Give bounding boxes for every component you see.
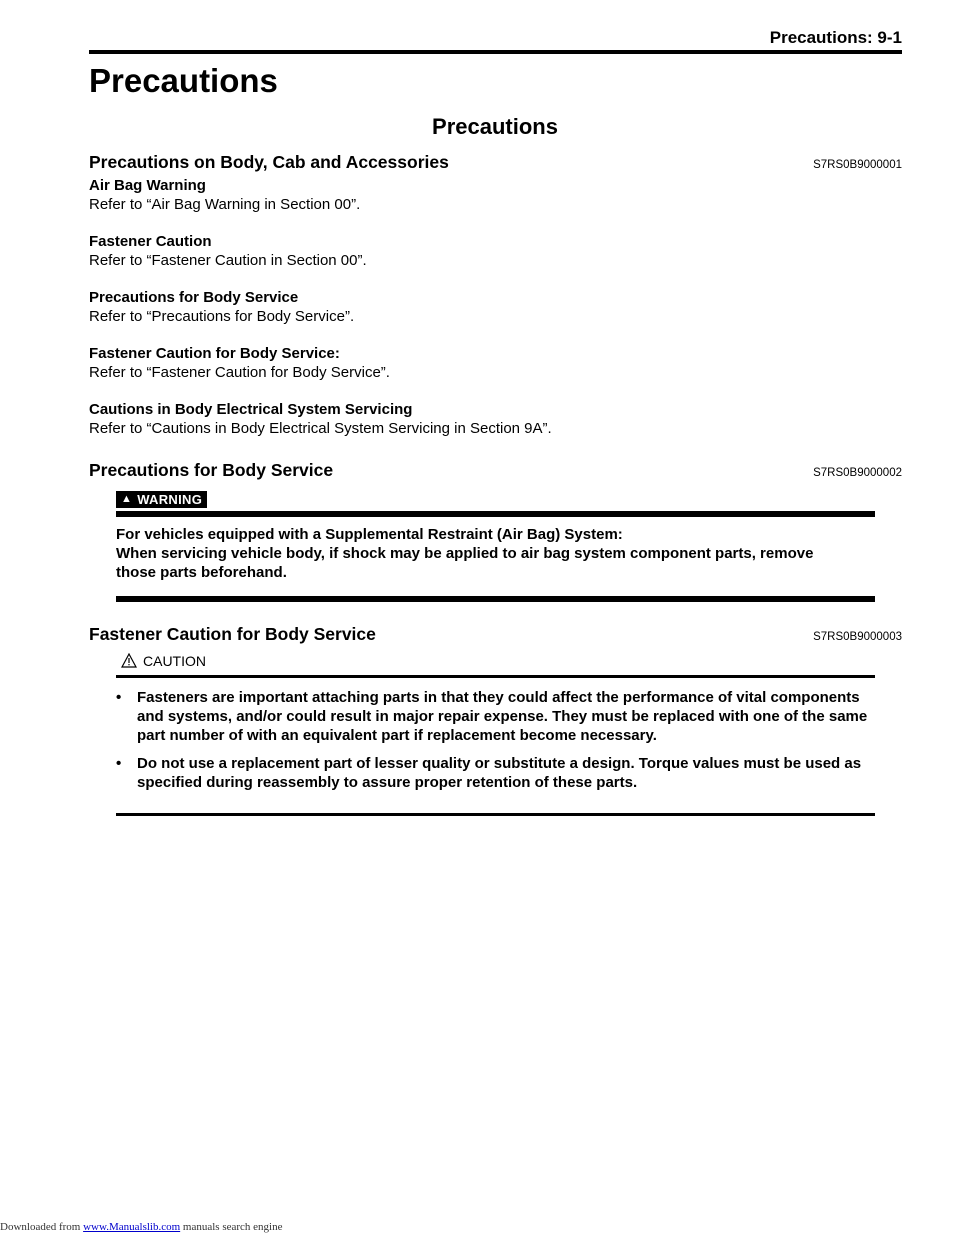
warning-text [116,517,875,596]
caution-icon [121,653,137,668]
bullet-icon: • [116,688,122,706]
subsection-title: Precautions on Body, Cab and Accessories [89,152,449,172]
reference-item [89,400,902,438]
warning-bottom-rule [116,596,875,602]
footer-prefix: Downloaded from [0,1221,84,1233]
page-content [89,152,902,816]
reference-item [89,344,902,382]
reference-label: Fastener Caution for Body Service: [89,345,340,362]
caution-label: CAUTION [143,652,206,669]
warning-badge [116,491,207,508]
header-rule [89,50,902,54]
reference-text: Refer to “Air Bag Warning in Section 00”. [89,196,361,213]
list-item [116,688,875,745]
page-title: Precautions [89,62,278,99]
warning-icon: ▲ [121,493,133,505]
subsection-code: S7RS0B9000003 [813,630,902,643]
warning-label: WARNING [137,491,203,507]
download-footer [0,1221,282,1233]
reference-text: Refer to “Cautions in Body Electrical System Servicing in Section 9A”. [89,420,552,437]
warning-line: those parts beforehand. [116,563,287,581]
reference-item [89,288,902,326]
reference-text: Refer to “Fastener Caution for Body Service”. [89,364,390,381]
reference-text: Refer to “Fastener Caution in Section 00”. [89,252,367,269]
subsection-title: Fastener Caution for Body Service [89,623,376,644]
caution-box [116,653,875,816]
reference-text: Refer to “Precautions for Body Service”. [89,308,355,325]
reference-item [89,232,902,270]
reference-item [89,176,902,214]
warning-box [116,489,875,602]
running-header: Precautions: 9-1 [769,28,902,47]
warning-line: For vehicles equipped with a Supplemental Restraint (Air Bag) System: [116,525,623,543]
caution-bottom-rule [116,813,875,816]
section-fastener-caution [89,624,902,816]
subsection-heading [89,152,902,173]
subsection-title: Precautions for Body Service [89,460,334,480]
list-item-text: Fasteners are important attaching parts in that they could affect the performance of vital components and systems, and/or could result in major repair expense. They must be replaced with one of the same part number of with an equivalent part if replacement become necessary. [137,688,868,744]
section-body-cab-accessories [89,152,902,438]
section-body-service [89,460,902,602]
subsection-code: S7RS0B9000002 [813,467,902,479]
caution-list [116,678,875,813]
subsection-heading [89,460,902,481]
list-item-text: Do not use a replacement part of lesser quality or substitute a design. Torque values must be used as specified during reassembly to assure proper retention of these parts. [137,754,862,791]
reference-label: Air Bag Warning [89,177,206,194]
section-title: Precautions [432,114,558,139]
list-item [116,754,875,792]
footer-suffix: manuals search engine [180,1221,283,1233]
reference-label: Precautions for Body Service [89,289,299,306]
bullet-icon: • [116,754,122,772]
subsection-heading [89,624,902,645]
reference-label: Cautions in Body Electrical System Servicing [89,401,413,418]
subsection-code: S7RS0B9000001 [813,159,902,171]
reference-label: Fastener Caution [89,233,212,250]
caution-header [121,653,875,669]
manualslib-link[interactable]: www.Manualslib.com [83,1221,181,1233]
warning-line: When servicing vehicle body, if shock may be applied to air bag system component parts, remove [116,544,814,562]
